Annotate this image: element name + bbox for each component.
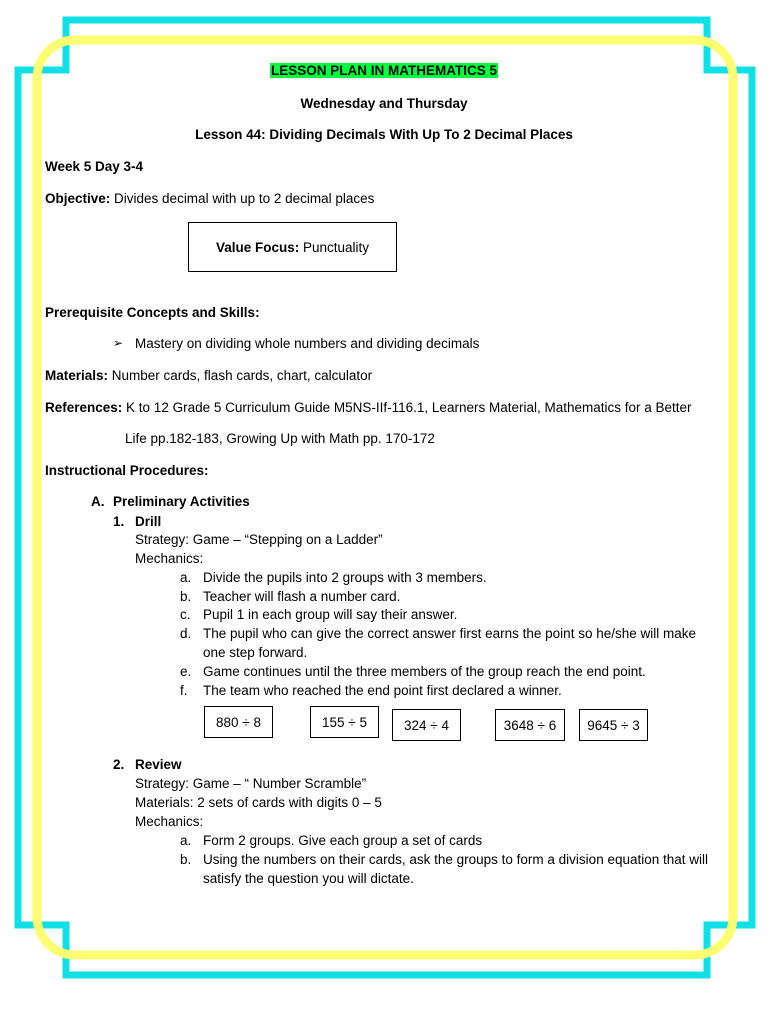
bullet-icon: ➢ [113, 336, 124, 350]
review-number: 2. [113, 757, 125, 772]
drill-item: The pupil who can give the correct answer first earns the point so he/she will make [203, 626, 696, 641]
review-item: Form 2 groups. Give each group a set of cards [203, 833, 483, 848]
number-card: 880 ÷ 8 [204, 706, 273, 738]
drill-item: Teacher will flash a number card. [203, 589, 401, 604]
drill-mechanics: Mechanics: [135, 551, 204, 566]
drill-item-letter: a. [180, 570, 192, 585]
drill-item: Pupil 1 in each group will say their answer. [203, 607, 458, 622]
review-title: Review [135, 757, 182, 772]
drill-title: Drill [135, 514, 162, 529]
drill-item-continued: one step forward. [203, 645, 308, 660]
value-focus-box [188, 222, 397, 272]
objective-line [45, 191, 374, 206]
materials-text: Number cards, flash cards, chart, calculator [108, 368, 373, 383]
references-line [45, 400, 692, 415]
review-item-continued: satisfy the question you will dictate. [203, 871, 414, 886]
number-card: 3648 ÷ 6 [495, 709, 565, 741]
title-highlight: LESSON PLAN IN MATHEMATICS 5 [270, 63, 497, 78]
number-card: 155 ÷ 5 [310, 706, 379, 738]
drill-item: The team who reached the end point first declared a winner. [203, 683, 562, 698]
section-a-title: Preliminary Activities [113, 494, 250, 509]
drill-strategy: Strategy: Game – “Stepping on a Ladder” [135, 532, 383, 547]
objective-label: Objective: [45, 191, 111, 206]
section-a-letter: A. [91, 494, 105, 509]
number-card: 324 ÷ 4 [392, 709, 461, 741]
number-card: 9645 ÷ 3 [579, 709, 648, 741]
value-focus-text: Punctuality [299, 239, 370, 255]
prerequisite-heading: Prerequisite Concepts and Skills: [45, 305, 260, 320]
review-materials: Materials: 2 sets of cards with digits 0 – 5 [135, 795, 382, 810]
lesson-heading: Lesson 44: Dividing Decimals With Up To 2 Decimal Places [195, 127, 573, 142]
drill-item-letter: c. [180, 607, 191, 622]
review-item: Using the numbers on their cards, ask the groups to form a division equation that will [203, 852, 709, 867]
drill-item: Game continues until the three members of the group reach the end point. [203, 664, 646, 679]
references-label: References: [45, 400, 123, 415]
days-heading: Wednesday and Thursday [300, 96, 468, 111]
procedures-heading: Instructional Procedures: [45, 463, 209, 478]
drill-number: 1. [113, 514, 125, 529]
review-item-letter: b. [180, 852, 192, 867]
value-focus-label: Value Focus: [215, 239, 300, 255]
prerequisite-bullet: Mastery on dividing whole numbers and dividing decimals [135, 336, 480, 351]
review-mechanics: Mechanics: [135, 814, 204, 829]
week-label: Week 5 Day 3-4 [45, 159, 144, 174]
references-text: K to 12 Grade 5 Curriculum Guide M5NS-IIf-116.1, Learners Material, Mathematics for a Better [122, 400, 692, 415]
materials-line [45, 368, 372, 383]
lesson-plan-title [0, 63, 768, 78]
drill-item-letter: e. [180, 664, 192, 679]
review-strategy: Strategy: Game – “ Number Scramble” [135, 776, 367, 791]
drill-item-letter: d. [180, 626, 192, 641]
review-item-letter: a. [180, 833, 192, 848]
references-continued: Life pp.182-183, Growing Up with Math pp. 170-172 [125, 431, 435, 446]
objective-text: Divides decimal with up to 2 decimal places [110, 191, 375, 206]
drill-item: Divide the pupils into 2 groups with 3 members. [203, 570, 487, 585]
drill-item-letter: f. [180, 683, 188, 698]
materials-label: Materials: [45, 368, 109, 383]
drill-item-letter: b. [180, 589, 192, 604]
